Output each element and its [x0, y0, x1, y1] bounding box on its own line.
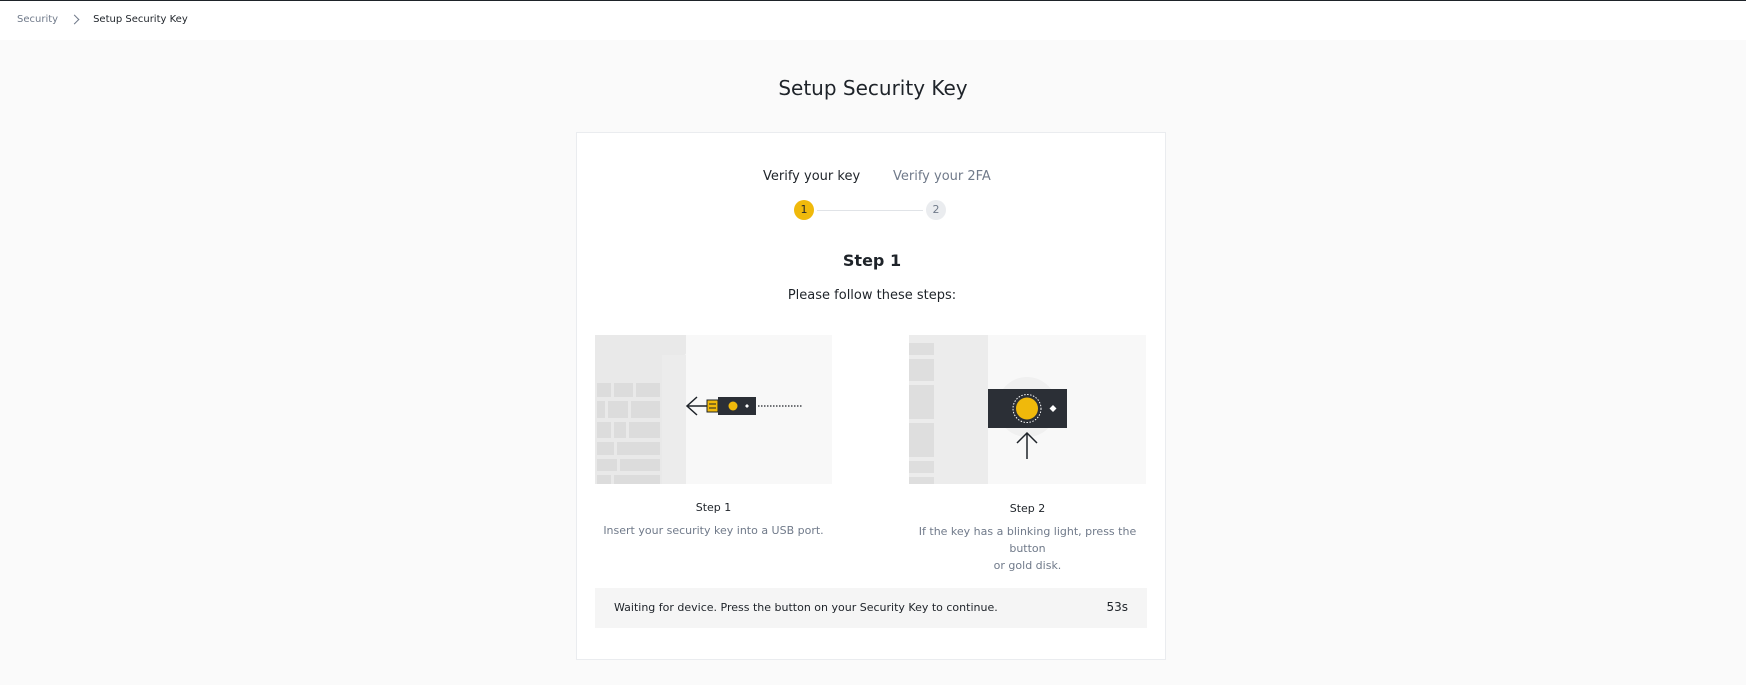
countdown-timer: 53s	[1106, 600, 1128, 614]
step-connector-line	[817, 210, 923, 211]
page-title: Setup Security Key	[778, 76, 968, 100]
setup-card	[576, 132, 1166, 660]
step2-description-line2: or gold disk.	[993, 559, 1062, 572]
instruction-text: Please follow these steps:	[787, 288, 957, 303]
tab-verify-2fa[interactable]: Verify your 2FA	[893, 169, 991, 184]
tab-verify-key: Verify your key	[763, 169, 861, 184]
breadcrumb	[17, 14, 188, 25]
security-key-icon	[988, 389, 1068, 459]
security-key-icon	[685, 394, 805, 418]
breadcrumb-current: Setup Security Key	[93, 14, 188, 25]
step1-caption: Step 1	[695, 501, 732, 514]
insert-key-illustration	[595, 335, 832, 484]
step1-description: Insert your security key into a USB port.	[603, 524, 824, 537]
step-heading: Step 1	[842, 251, 902, 270]
waiting-message: Waiting for device. Press the button on your Security Key to continue.	[614, 601, 998, 614]
press-button-illustration	[909, 335, 1146, 484]
step-indicator-1: 1	[794, 200, 814, 220]
chevron-right-icon	[70, 15, 80, 25]
step2-description	[903, 523, 1152, 574]
breadcrumb-security-link[interactable]: Security	[17, 14, 59, 25]
waiting-status-bar	[595, 588, 1147, 628]
step-indicator-2: 2	[926, 200, 946, 220]
step2-description-line1: If the key has a blinking light, press the button	[918, 525, 1137, 555]
step2-caption: Step 2	[1009, 502, 1046, 515]
top-bar	[0, 0, 1746, 40]
